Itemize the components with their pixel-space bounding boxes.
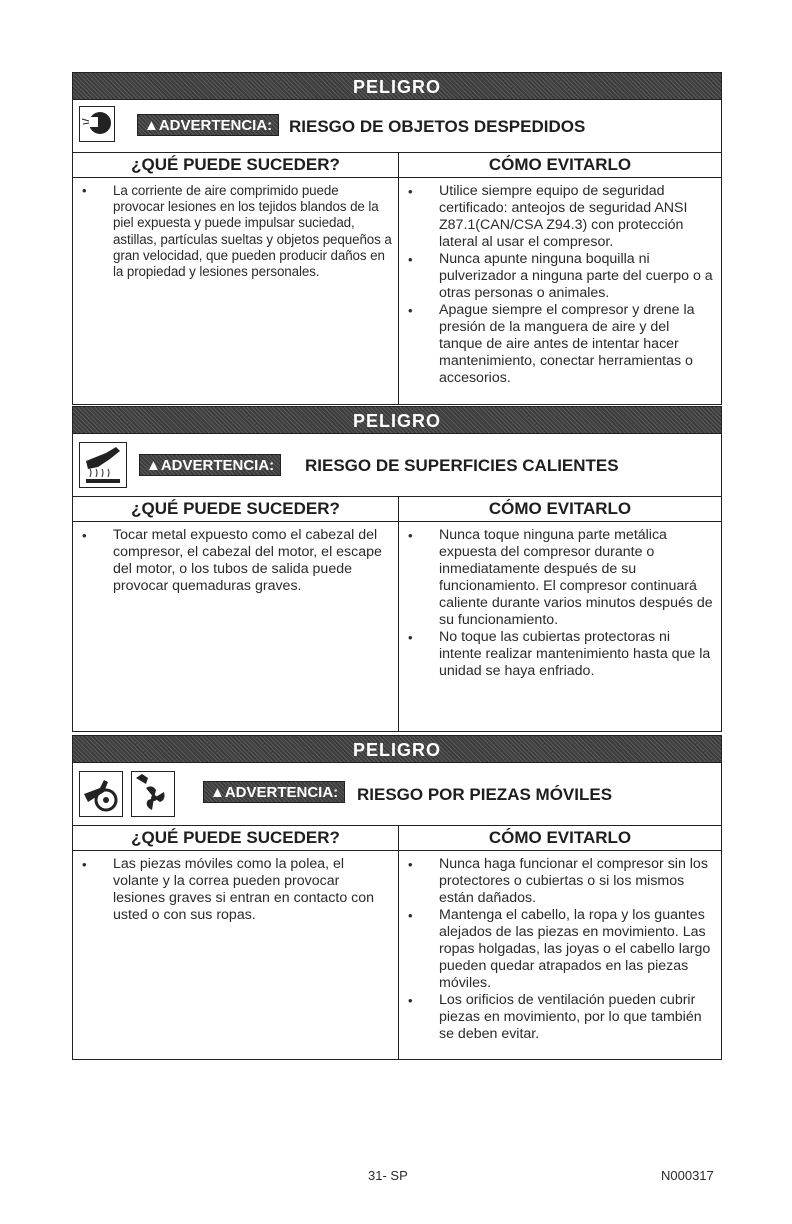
- list-item: • Nunca haga funcionar el compresor sin los protectores o cubiertas o si los mismos están dañados.: [399, 856, 715, 907]
- list-item: • Mantenga el cabello, la ropa y los guantes alejados de las piezas en movimiento. Las ropas holgadas, las joyas o el cabello largo pueden quedar atrapados en las piezas móviles.: [399, 907, 715, 992]
- warning-label: ▲ADVERTENCIA:: [137, 114, 279, 136]
- belt-entanglement-icon: [79, 771, 123, 817]
- hazard-title: RIESGO DE SUPERFICIES CALIENTES: [305, 456, 619, 475]
- how-to-avoid-header: CÓMO EVITARLO: [488, 499, 632, 518]
- face-shield-icon: [79, 106, 115, 142]
- document-code: N000317: [661, 1168, 714, 1183]
- list-item: • Las piezas móviles como la polea, el volante y la correa pueden provocar lesiones graves si entran en contacto con usted o con sus ropas.: [73, 856, 392, 924]
- list-item: • Tocar metal expuesto como el cabezal del compresor, el cabezal del motor, el escape del motor, o los tubos de salida puede provocar quemaduras graves.: [73, 527, 392, 595]
- danger-banner: PELIGRO: [72, 406, 722, 434]
- how-to-avoid-header: CÓMO EVITARLO: [488, 155, 632, 174]
- list-item: • Apague siempre el compresor y drene la presión de la manguera de aire y del tanque de aire antes de intentar hacer mantenimiento, conectar herramientas o accesorios.: [399, 302, 715, 387]
- danger-banner: PELIGRO: [72, 735, 722, 763]
- warning-label: ▲ADVERTENCIA:: [203, 781, 345, 803]
- what-can-happen-header: ¿QUÉ PUEDE SUCEDER?: [73, 153, 399, 177]
- how-to-avoid-header: CÓMO EVITARLO: [488, 828, 632, 847]
- what-can-happen-header: ¿QUÉ PUEDE SUCEDER?: [73, 826, 399, 850]
- hazard-title: RIESGO DE OBJETOS DESPEDIDOS: [289, 117, 586, 136]
- list-item: • Utilice siempre equipo de seguridad certificado: anteojos de seguridad ANSI Z87.1(CAN/CSA Z94.3) con protección lateral al usar el compresor.: [399, 183, 715, 251]
- fan-entanglement-icon: [131, 771, 175, 817]
- page-number: 31- SP: [368, 1168, 408, 1183]
- hazard-section-hot-surfaces: [72, 406, 722, 732]
- warning-label: ▲ADVERTENCIA:: [139, 454, 281, 476]
- list-item: • No toque las cubiertas protectoras ni intente realizar mantenimiento hasta que la unidad se haya enfriado.: [399, 629, 715, 680]
- hazard-title: RIESGO POR PIEZAS MÓVILES: [357, 785, 613, 804]
- list-item: • Los orificios de ventilación pueden cubrir piezas en movimiento, por lo que también se deben evitar.: [399, 992, 715, 1043]
- what-can-happen-header: ¿QUÉ PUEDE SUCEDER?: [73, 497, 399, 521]
- danger-banner: PELIGRO: [72, 72, 722, 100]
- hot-surface-icon: [79, 442, 127, 488]
- hazard-section-flying-objects: [72, 72, 722, 405]
- list-item: • La corriente de aire comprimido puede provocar lesiones en los tejidos blandos de la piel expuesta y puede impulsar suciedad, astillas, partículas sueltas y objetos pequeños a gran velocidad, que pueden producir daños en la propiedad y lesiones personales.: [73, 183, 392, 280]
- hazard-section-moving-parts: [72, 735, 722, 1060]
- list-item: • Nunca toque ninguna parte metálica expuesta del compresor durante o inmediatamente después de su funcionamiento. El compresor continuará caliente durante varios minutos después de su funcionamiento.: [399, 527, 715, 629]
- list-item: • Nunca apunte ninguna boquilla ni pulverizador a ninguna parte del cuerpo o a otras personas o animales.: [399, 251, 715, 302]
